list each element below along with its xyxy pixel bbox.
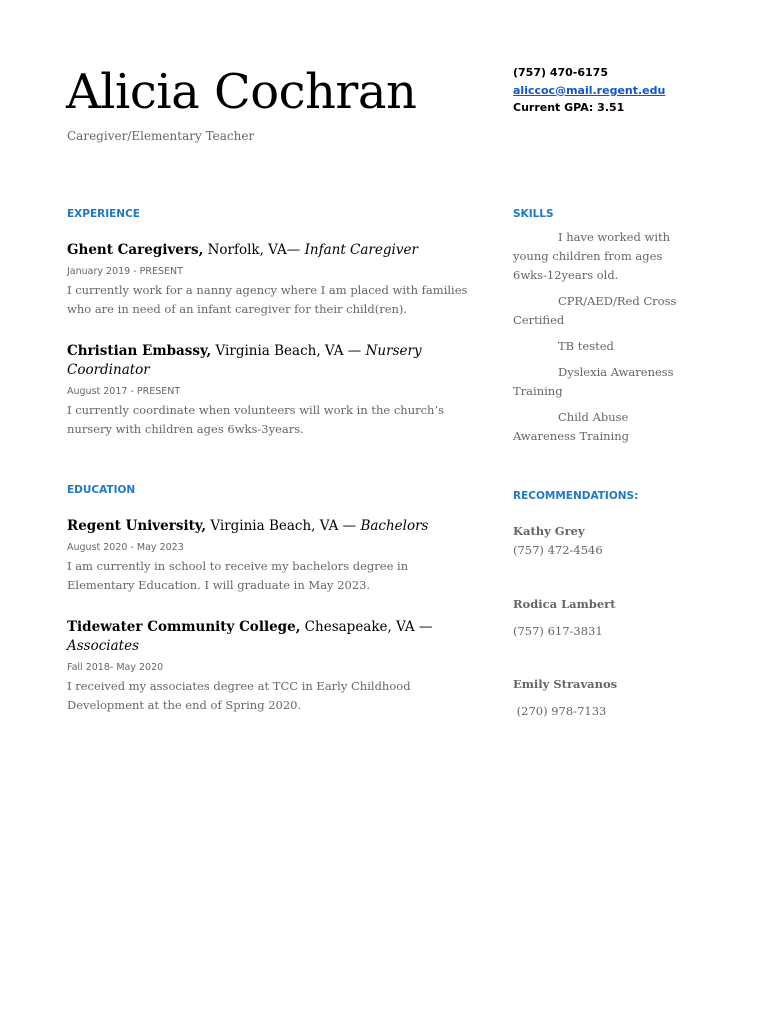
entry-location: Virginia Beach, VA — [206, 518, 361, 534]
skill-item: Child Abuse Awareness Training [513, 410, 630, 443]
experience-heading: EXPERIENCE [67, 208, 140, 220]
left-column [67, 206, 477, 715]
experience-entry [67, 342, 477, 439]
candidate-name: Alicia Cochran [66, 64, 417, 120]
entry-title [67, 241, 477, 260]
gpa-text: Current GPA: 3.51 [513, 101, 625, 114]
entry-role: Nursery Coordinator [67, 343, 422, 378]
entry-description: I am currently in school to receive my bachelors degree in Elementary Education. I will graduate in May 2023. [67, 559, 409, 592]
education-heading: EDUCATION [67, 484, 136, 496]
skills-heading: SKILLS [513, 208, 554, 220]
recommender-name: Rodica Lambert [513, 597, 616, 611]
entry-description: I currently work for a nanny agency where I am placed with families who are in need of an infant caregiver for their child(ren). [67, 283, 468, 316]
recommendation-entry [513, 675, 683, 721]
recommender-name: Kathy Grey [513, 524, 585, 538]
entry-org: Christian Embassy, [67, 343, 212, 359]
entry-date: August 2020 - May 2023 [67, 542, 184, 553]
entry-title [67, 618, 477, 656]
education-entry [67, 618, 477, 715]
entry-role: Infant Caregiver [304, 242, 418, 258]
entry-location: Virginia Beach, VA — [211, 343, 366, 359]
entry-date: August 2017 - PRESENT [67, 386, 181, 397]
entry-role: Associates [67, 638, 140, 654]
contact-block [513, 64, 743, 117]
entry-org: Tidewater Community College, [67, 619, 301, 635]
entry-date: Fall 2018- May 2020 [67, 662, 164, 673]
entry-org: Ghent Caregivers, [67, 242, 204, 258]
candidate-subtitle: Caregiver/Elementary Teacher [67, 129, 255, 143]
entry-description: I currently coordinate when volunteers will work in the church’s nursery with children ages 6wks-3years. [67, 403, 444, 436]
entry-date: January 2019 - PRESENT [67, 266, 183, 277]
experience-entry [67, 241, 477, 319]
recommendation-entry [513, 595, 683, 641]
recommender-name: Emily Stravanos [513, 677, 618, 691]
skills-list [513, 228, 683, 446]
skill-item: Dyslexia Awareness Training [513, 365, 674, 398]
entry-title [67, 517, 477, 536]
recommender-phone: (757) 617-3831 [513, 624, 603, 638]
phone-number: (757) 470-6175 [513, 66, 608, 79]
skill-item: I have worked with young children from ages 6wks-12years old. [513, 230, 671, 282]
recommendations-heading: RECOMMENDATIONS: [513, 490, 639, 502]
email-link[interactable]: aliccoc@mail.regent.edu [513, 83, 666, 97]
entry-role: Bachelors [360, 518, 429, 534]
entry-location: Norfolk, VA— [203, 242, 305, 258]
education-entry [67, 517, 477, 595]
entry-location: Chesapeake, VA — [300, 619, 433, 635]
entry-org: Regent University, [67, 518, 207, 534]
entry-title [67, 342, 477, 380]
recommender-phone: (757) 472-4546 [513, 543, 603, 557]
skill-item: TB tested [558, 339, 614, 353]
skill-item: CPR/AED/Red Cross Certified [513, 294, 677, 327]
recommendation-entry [513, 522, 683, 560]
entry-description: I received my associates degree at TCC in Early Childhood Development at the end of Spring 2020. [67, 679, 411, 712]
right-column [513, 206, 683, 718]
recommender-phone: (270) 978-7133 [513, 704, 607, 718]
